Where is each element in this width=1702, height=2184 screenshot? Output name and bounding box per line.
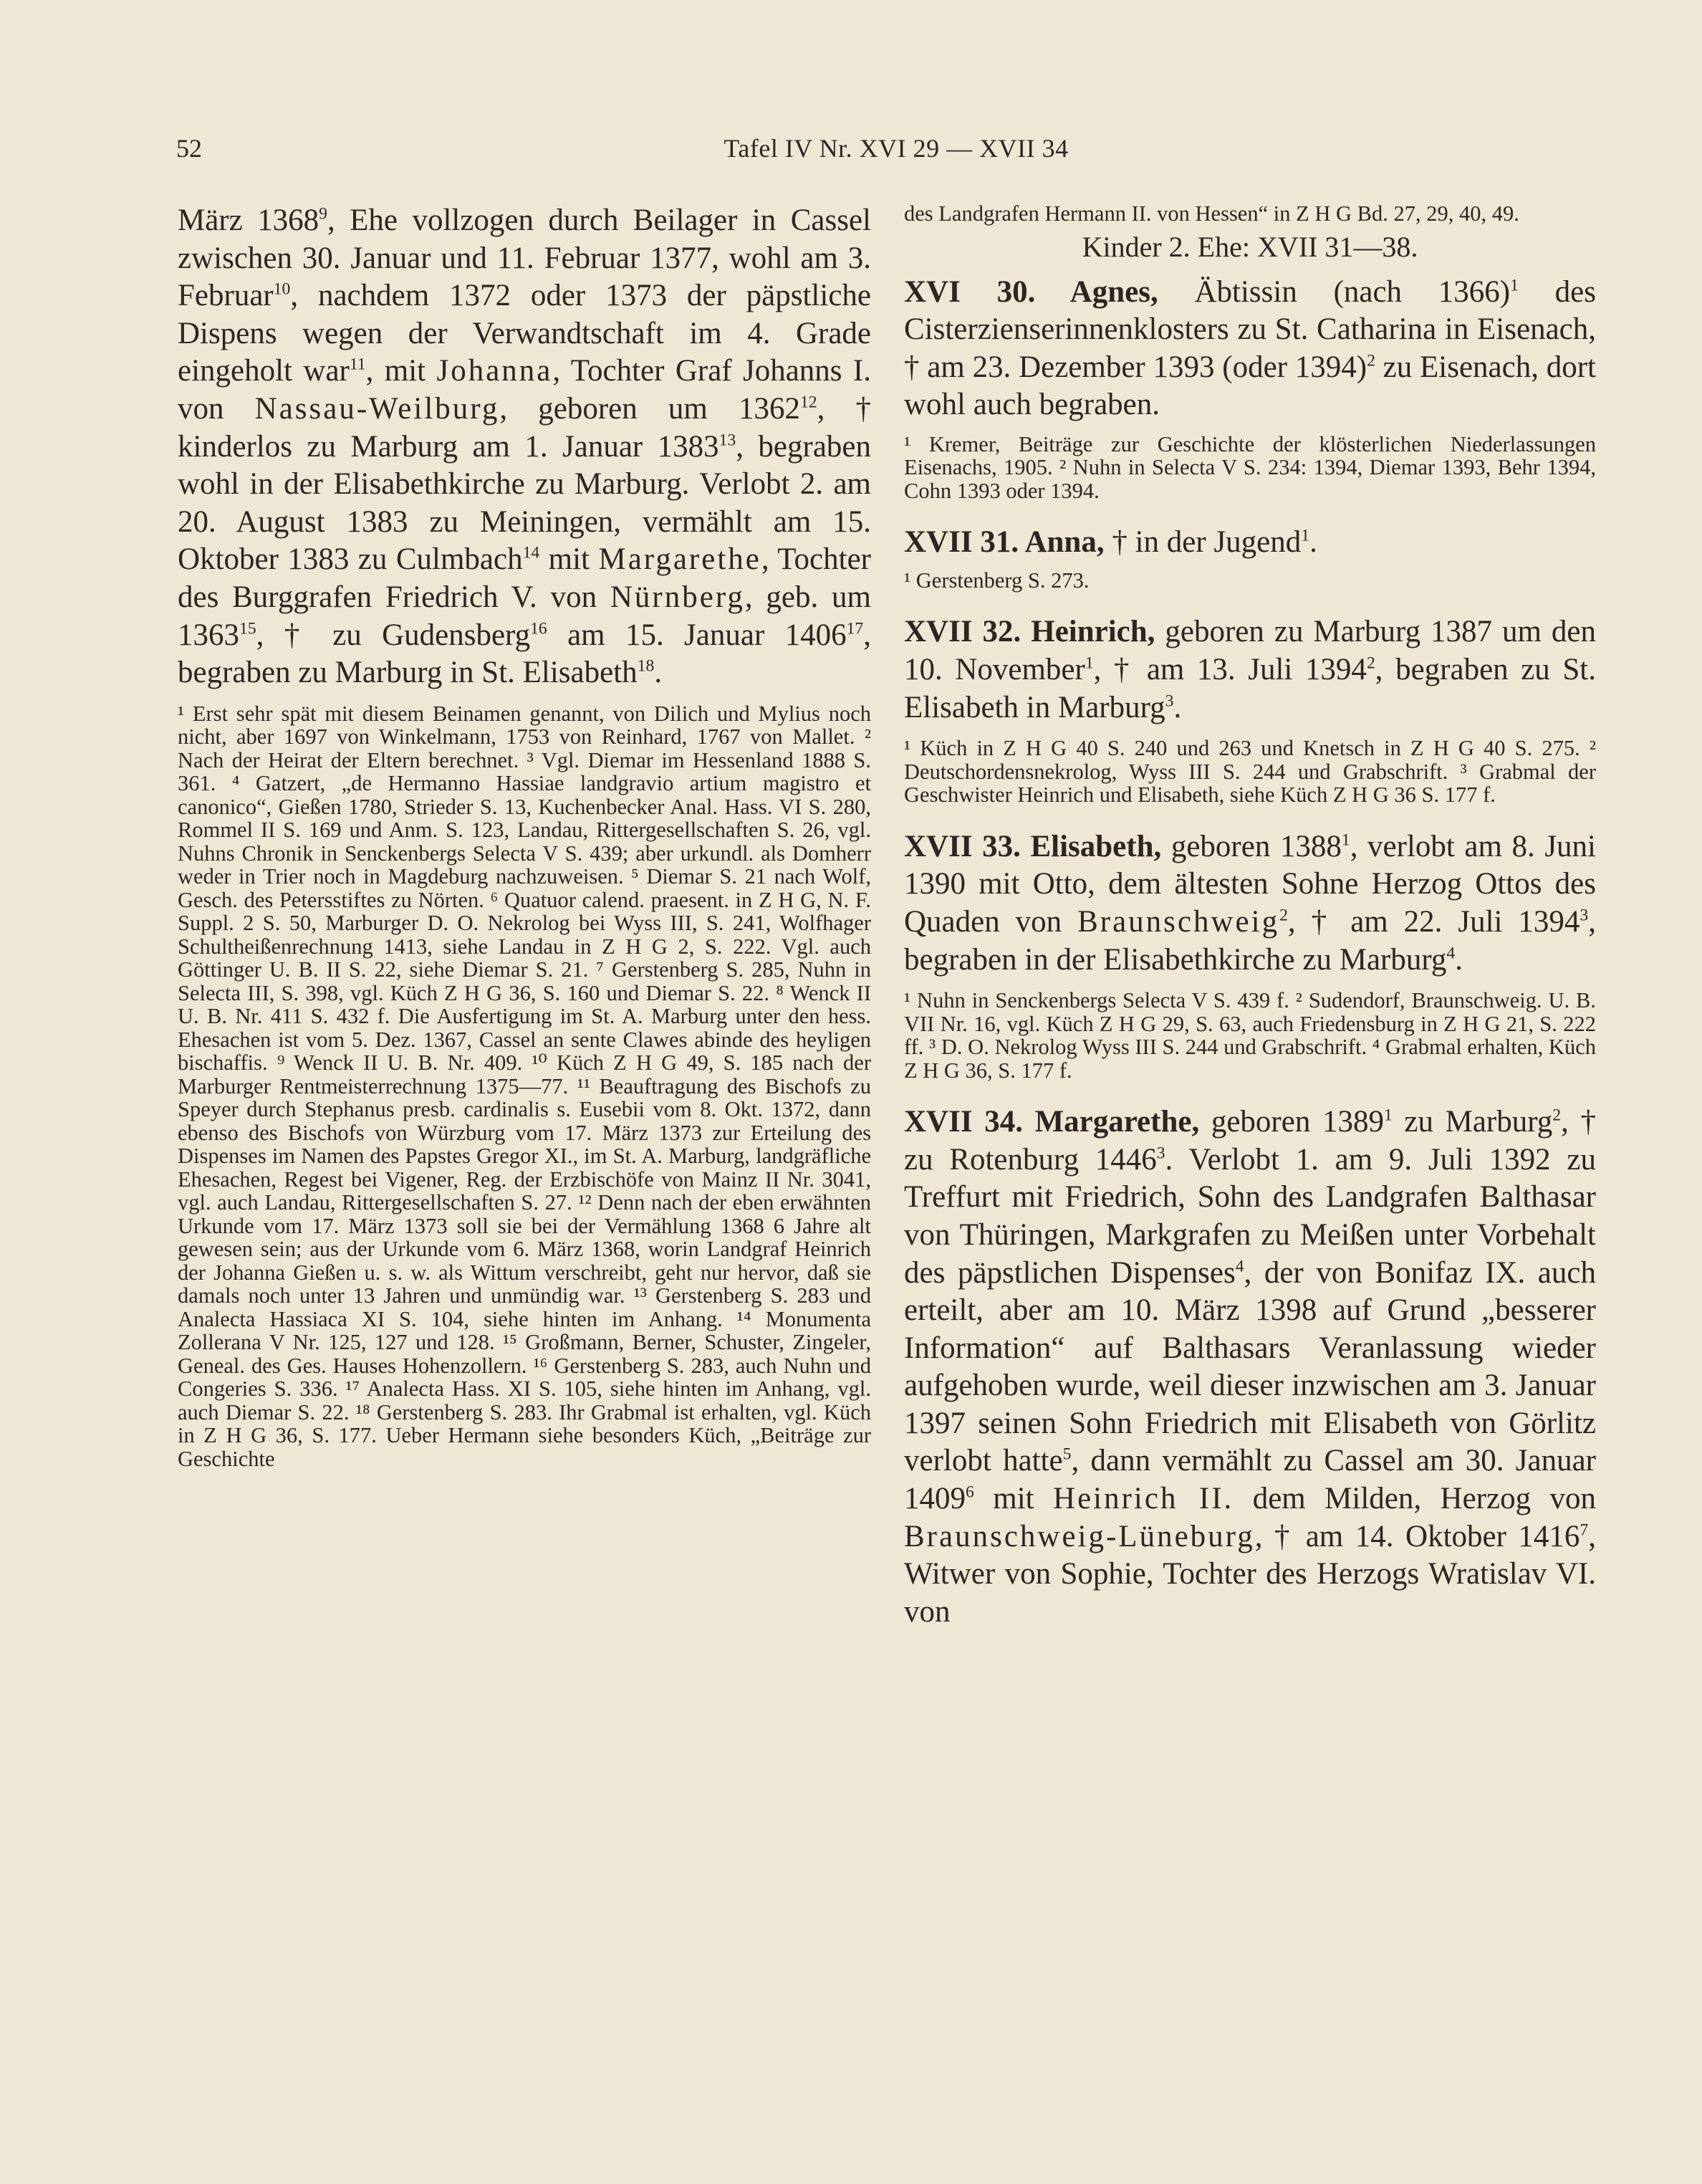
house-name: Braunschweig-Lüneburg bbox=[904, 1519, 1255, 1553]
entry-xvii33: XVII 33. Elisabeth, geboren 1388$^1$, verlobt am 8. Juni 1390 mit Otto, dem ältesten Sohne Herzog Ottos des Quaden von Braunschweig$^2$, † am 22. Juli 1394$^3$, begraben in der Elisabethkirche zu Marburg$^4$. ¹ Nuhn in Senckenbergs Selecta V S. 439 f. ² Sudendorf, Braunschweig. U. B. VII Nr. 16, vgl. Küch Z H G 29, S. 63, auch Friedensburg in Z H G 21, S. 222 ff. ³ D. O. Nekrolog Wyss III S. 244 und Grabschrift. ⁴ Grabmal erhalten, Küch Z H G 36, S. 177 f. bbox=[904, 829, 1596, 1083]
entry-xvii34: XVII 34. Margarethe, geboren 1389$^1$ zu Marburg$^2$, † zu Rotenburg 1446$^3$. Verlobt 1. am 9. Juli 1392 zu Treffurt mit Friedrich, Sohn des Landgrafen Balthasar von Thüringen, Markgrafen zu Meißen unter Vorbehalt des päpstlichen Dispenses$^4$, der von Bonifaz IX. auch erteilt, aber am 10. März 1398 auf Grund „besserer Information“ auf Balthasars Veranlassung wieder aufgehoben wurde, weil dieser inzwischen am 3. Januar 1397 seinen Sohn Friedrich mit Elisabeth von Görlitz verlobt hatte$^5$, dann vermählt zu Cassel am 30. Januar 1409$^6$ mit Heinrich II. dem Milden, Herzog von Braunschweig-Lüneburg, † am 14. Oktober 1416$^7$, Witwer von Sophie, Tochter des Herzogs Wratislav VI. von bbox=[904, 1105, 1596, 1629]
spouse-name: Heinrich II. bbox=[1053, 1482, 1234, 1516]
entry-xvii32: XVII 32. Heinrich, geboren zu Marburg 1387 um den 10. November$^1$, † am 13. Juli 1394$^2$, begraben zu St. Elisabeth in Marburg$^3$. ¹ Küch in Z H G 40 S. 240 und 263 und Knetsch in Z H G 40 S. 275. ² Deutschordensnekrolog, Wyss III S. 244 und Grabschrift. ³ Grabmal der Geschwister Heinrich und Elisabeth, siehe Küch Z H G 36 S. 177 f. bbox=[904, 615, 1597, 808]
footnotes-xvii32: ¹ Küch in Z H G 40 S. 240 und 263 und Knetsch in Z H G 40 S. 275. ² Deutschordensnekrolog, Wyss III S. 244 und Grabschrift. ³ Grabmal der Geschwister Heinrich und Elisabeth, siehe Küch Z H G 36 S. 177 f. bbox=[904, 736, 1596, 808]
spouse-name: Johanna bbox=[436, 354, 553, 388]
right-column bbox=[904, 202, 1596, 1631]
footnotes-xvii33: ¹ Nuhn in Senckenbergs Selecta V S. 439 f. ² Sudendorf, Braunschweig. U. B. VII Nr. 16, vgl. Küch Z H G 29, S. 63, auch Friedensburg in Z H G 21, S. 222 ff. ³ D. O. Nekrolog Wyss III S. 244 und Grabschrift. ⁴ Grabmal erhalten, Küch Z H G 36, S. 177 f. bbox=[904, 988, 1596, 1083]
running-title: Tafel IV Nr. XVI 29 — XVII 34 bbox=[723, 134, 1069, 163]
entry-heading: XVII 33. Elisabeth, bbox=[904, 829, 1162, 863]
footnotes-xvii31: ¹ Gerstenberg S. 273. bbox=[904, 567, 1090, 593]
house-name: Nürnberg bbox=[610, 580, 745, 614]
entry-heading: XVII 31. Anna, bbox=[904, 525, 1105, 560]
footnotes-xvi30: ¹ Kremer, Beiträge zur Geschichte der klösterlichen Niederlassungen Eisenachs, 1905. ² Nuhn in Selecta V S. 234: 1394, Diemar 1393, Behr 1394, Cohn 1393 oder 1394. bbox=[904, 431, 1596, 503]
entry-heading: XVI 30. Agnes, bbox=[904, 274, 1158, 309]
page-header bbox=[176, 133, 1616, 176]
spouse-name: Margarethe bbox=[598, 542, 761, 577]
page-number: 52 bbox=[176, 134, 202, 163]
children-heading: Kinder 2. Ehe: XVII 31—38. bbox=[1082, 230, 1418, 263]
footnotes-xvi29: ¹ Erst sehr spät mit diesem Beinamen genannt, von Dilich und Mylius noch nicht, aber 1697 von Winkelmann, 1753 von Reinhard, 1767 von Mallet. ² Nach der Heirat der Eltern berechnet. ³ Vgl. Diemar im Hessenland 1888 S. 361. ⁴ Gatzert, „de Hermanno Hassiae landgravio artium magistro et canonico“, Gießen 1780, Strieder S. 13, Kuchenbecker Anal. Hass. VI S. 280, Rommel II S. 169 und Anm. S. 123, Landau, Rittergesellschaften S. 26, vgl. Nuhns Chronik in Senckenbergs Selecta V S. 439; aber urkundl. als Domherr weder in Trier noch in Magdeburg nachzuweisen. ⁵ Diemar S. 21 nach Wolf, Gesch. des Petersstiftes zu Nörten. ⁶ Quatuor calend. praesent. in Z H G, N. F. Suppl. 2 S. 50, Marburger D. O. Nekrolog bei Wyss III, S. 241, Wolfhager Schultheißenrechnung 1413, siehe Landau in Z H G 2, S. 222. Vgl. auch Göttinger U. B. II S. 22, siehe Diemar S. 21. ⁷ Gerstenberg S. 285, Nuhn in Selecta III, S. 398, vgl. Küch Z H G 36, S. 160 und Diemar S. 22. ⁸ Wenck II U. B. Nr. 411 S. 432 f. Die Ausfertigung im St. A. Marburg unter den hess. Ehesachen ist vom 5. Dez. 1367, Cassel an sente Clawes abinde des heyligen bischaffis. ⁹ Wenck II U. B. Nr. 409. ¹⁰ Küch Z H G 49, S. 185 nach der Marburger Rentmeisterrechnung 1375—77. ¹¹ Beauftragung des Bischofs zu Speyer durch Stephanus presb. cardinalis s. Eusebii vom 8. Okt. 1372, dann ebenso des Bischofs von Würzburg vom 17. März 1373 zur Erteilung des Dispenses im Namen des Papstes Gregor XI., im St. A. Marburg, landgräfliche Ehesachen, Regest bei Vigener, Reg. der Erzbischöfe von Mainz II Nr. 3041, vgl. auch Landau, Rittergesellschaften S. 27. ¹² Denn nach der eben erwähnten Urkunde vom 17. März 1373 soll sie bei der Vermählung 1368 6 Jahre alt gewesen sein; aus der Urkunde vom 6. März 1368, worin Landgraf Heinrich der Johanna Gießen u. s. w. als Wittum verschreibt, geht nur hervor, daß sie damals noch unter 13 Jahren und unmündig war. ¹³ Gerstenberg S. 283 und Analecta Hassiaca XI S. 104, siehe hinten im Anhang. ¹⁴ Monumenta Zollerana V Nr. 125, 127 und 128. ¹⁵ Großmann, Berner, Schuster, Zingeler, Geneal. des Ges. Hauses Hohenzollern. ¹⁶ Gerstenberg S. 283, auch Nuhn und Congeries S. 336. ¹⁷ Analecta Hass. XI S. 105, siehe hinten im Anhang, vgl. auch Diemar S. 22. ¹⁸ Gerstenberg S. 283. Ihr Grabmal ist erhalten, vgl. Küch in Z H G 36, S. 177. Ueber Hermann siehe besonders Küch, „Beiträge zur Geschichte bbox=[178, 701, 871, 1471]
house-name: Braunschweig bbox=[1077, 904, 1280, 939]
entry-xvi30: XVI 30. Agnes, Äbtissin (nach 1366)$^1$ des Cisterzienserinnenklosters zu St. Catharina in Eisenach, † am 23. Dezember 1393 (oder 1394)$^2$ zu Eisenach, dort wohl auch begraben. ¹ Kremer, Beiträge zur Geschichte der klösterlichen Niederlassungen Eisenachs, 1905. ² Nuhn in Selecta V S. 234: 1394, Diemar 1393, Behr 1394, Cohn 1393 oder 1394. bbox=[904, 274, 1596, 503]
entry-xvi29-continuation: März 1368$^9$, Ehe vollzogen durch Beilager in Cassel zwischen 30. Januar und 11. Februar 1377, wohl am 3. Februar$^{10}$, nachdem 1372 oder 1373 der päpstliche Dispens wegen der Verwandtschaft im 4. Grade eingeholt war$^{11}$, mit Johanna, Tochter Graf Johanns I. von Nassau-Weilburg, geboren um 1362$^{12}$, † kinderlos zu Marburg am 1. Januar 1383$^{13}$, begraben wohl in der Elisabethkirche zu Marburg. Verlobt 2. am 20. August 1383 zu Meiningen, vermählt am 15. Oktober 1383 zu Culmbach$^{14}$ mit Margarethe, Tochter des Burggrafen Friedrich V. von Nürnberg, geb. um 1363$^{15}$, † zu Gudensberg$^{16}$ am 15. Januar 1406$^{17}$, begraben zu Marburg in St. Elisabeth$^{18}$. bbox=[178, 203, 872, 690]
entry-xvii31: XVII 31. Anna, † in der Jugend$^1$. ¹ Gerstenberg S. 273. bbox=[904, 524, 1596, 592]
entry-heading: XVII 34. Margarethe, bbox=[904, 1105, 1200, 1139]
left-column bbox=[178, 202, 871, 1470]
footnote-continuation: des Landgrafen Hermann II. von Hessen“ in Z H G Bd. 27, 29, 40, 49. bbox=[904, 201, 1519, 226]
house-name: Nassau-Weilburg bbox=[254, 391, 500, 426]
entry-heading: XVII 32. Heinrich, bbox=[904, 615, 1155, 649]
